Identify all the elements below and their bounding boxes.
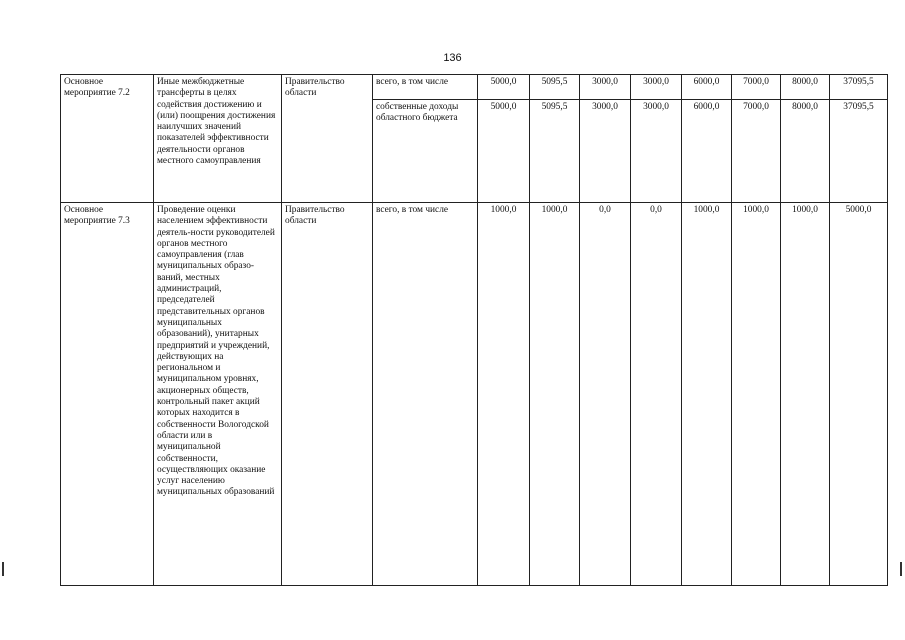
- activity-name: Основное мероприятие 7.2: [61, 75, 154, 203]
- value-cell: 5095,5: [530, 100, 580, 203]
- activity-name: Основное мероприятие 7.3: [61, 203, 154, 586]
- value-cell: 1000,0: [732, 203, 781, 586]
- activity-executor: Правительство области: [282, 75, 373, 203]
- value-cell: 8000,0: [781, 100, 830, 203]
- value-cell: 3000,0: [631, 75, 682, 100]
- value-cell: 0,0: [631, 203, 682, 586]
- value-cell: 1000,0: [530, 203, 580, 586]
- total-cell: 37095,5: [830, 75, 888, 100]
- funding-source: всего, в том числе: [373, 75, 478, 100]
- budget-table: [60, 74, 888, 586]
- value-cell: 1000,0: [781, 203, 830, 586]
- table-row: [61, 75, 888, 100]
- total-cell: 37095,5: [830, 100, 888, 203]
- page-number: 136: [443, 52, 462, 64]
- value-cell: 1000,0: [682, 203, 732, 586]
- funding-source: собственные доходы областного бюджета: [373, 100, 478, 203]
- scan-mark-right: [900, 562, 902, 576]
- total-cell: 5000,0: [830, 203, 888, 586]
- value-cell: 7000,0: [732, 75, 781, 100]
- value-cell: 3000,0: [580, 100, 631, 203]
- table-row: [61, 203, 888, 586]
- activity-description: Проведение оценки населением эффективности деятель-ности руководителей органов местного самоуправления (глав муниципальных образо-ваний, местных администраций, председателей представительных органов муниципальных образований), унитарных предприятий и учреждений, действующих на региональном и муниципальном уровнях, акционерных обществ, контрольный пакет акций которых находится в собственности Вологодской области или в муниципальной собственности, осуществляющих оказание услуг населению муниципальных образований: [154, 203, 282, 586]
- value-cell: 1000,0: [478, 203, 530, 586]
- value-cell: 5000,0: [478, 100, 530, 203]
- value-cell: 8000,0: [781, 75, 830, 100]
- value-cell: 7000,0: [732, 100, 781, 203]
- activity-description: Иные межбюджетные трансферты в целях содействия достижению и (или) поощрения достижения наилучших значений показателей эффективности деятельности органов местного самоуправления: [154, 75, 282, 203]
- value-cell: 6000,0: [682, 100, 732, 203]
- funding-source: всего, в том числе: [373, 203, 478, 586]
- activity-executor: Правительство области: [282, 203, 373, 586]
- value-cell: 6000,0: [682, 75, 732, 100]
- value-cell: 3000,0: [580, 75, 631, 100]
- value-cell: 3000,0: [631, 100, 682, 203]
- value-cell: 0,0: [580, 203, 631, 586]
- value-cell: 5095,5: [530, 75, 580, 100]
- value-cell: 5000,0: [478, 75, 530, 100]
- scan-mark-left: [2, 562, 4, 576]
